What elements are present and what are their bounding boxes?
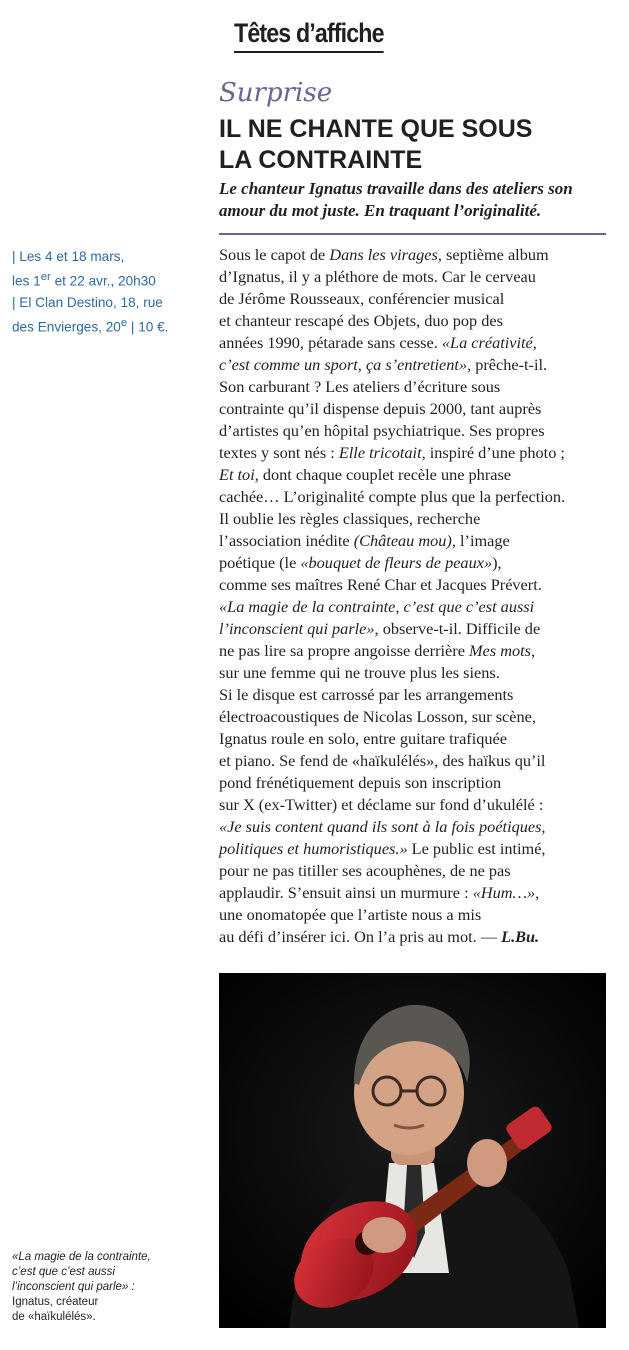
caption-line: de «haïkulélés». bbox=[12, 1311, 96, 1323]
section-rubric: Têtes d’affiche bbox=[234, 18, 384, 53]
superscript: er bbox=[40, 271, 51, 283]
article-line: sur une femme qui ne trouve plus les siens. bbox=[219, 663, 500, 682]
article-line: Sous le capot de Dans les virages, septième album bbox=[219, 245, 549, 264]
article-line: l’association inédite (Château mou), l’image bbox=[219, 531, 510, 550]
standfirst-line: Le chanteur Ignatus travaille dans des ateliers son bbox=[219, 179, 573, 198]
article-line: une onomatopée que l’artiste nous a mis bbox=[219, 905, 482, 924]
article-line: «La magie de la contrainte, c’est que c’est aussi bbox=[219, 597, 535, 616]
headline bbox=[219, 114, 619, 176]
caption-line: c’est que c’est aussi bbox=[12, 1266, 115, 1278]
article-line: sur X (ex-Twitter) et déclame sur fond d’ukulélé : bbox=[219, 795, 544, 814]
article-line: l’inconscient qui parle», observe-t-il. Difficile de bbox=[219, 619, 541, 638]
article-line: d’Ignatus, il y a pléthore de mots. Car le cerveau bbox=[219, 267, 536, 286]
article-line: de Jérôme Rousseaux, conférencier musical bbox=[219, 289, 505, 308]
article-line: poétique (le «bouquet de fleurs de peaux»), bbox=[219, 553, 502, 572]
caption-line: Ignatus, créateur bbox=[12, 1296, 99, 1308]
standfirst bbox=[219, 178, 619, 222]
event-info-text: les 1 bbox=[12, 273, 41, 289]
article-line: Si le disque est carrossé par les arrangements bbox=[219, 685, 514, 704]
event-info-text: et 22 avr., 20h30 bbox=[50, 273, 156, 289]
article-line: politiques et humoristiques.» Le public est intimé, bbox=[219, 839, 546, 858]
article-line: Et toi, dont chaque couplet recèle une phrase bbox=[219, 465, 512, 484]
kicker: Surprise bbox=[219, 78, 333, 108]
article-line: Il oublie les règles classiques, recherche bbox=[219, 509, 481, 528]
article-line: électroacoustiques de Nicolas Losson, sur scène, bbox=[219, 707, 536, 726]
article-body bbox=[219, 244, 619, 948]
article-line: cachée… L’originalité compte plus que la perfection. bbox=[219, 487, 566, 506]
article-line: «Je suis content quand ils sont à la fois poétiques, bbox=[219, 817, 546, 836]
artist-photo bbox=[219, 973, 606, 1328]
author-signature: L.Bu. bbox=[501, 927, 540, 946]
event-info-line bbox=[12, 267, 202, 292]
event-info-line: | El Clan Destino, 18, rue bbox=[12, 294, 163, 310]
divider bbox=[219, 233, 606, 235]
article-line: pond frénétiquement depuis son inscription bbox=[219, 773, 502, 792]
event-info-text: | 10 €. bbox=[127, 319, 169, 335]
event-info-line: | Les 4 et 18 mars, bbox=[12, 249, 125, 264]
caption-line: «La magie de la contrainte, bbox=[12, 1251, 151, 1263]
article-line: au défi d’insérer ici. On l’a pris au mot. — L.Bu. bbox=[219, 927, 540, 946]
caption-line: l’inconscient qui parle» : bbox=[12, 1281, 135, 1293]
article-line: et chanteur rescapé des Objets, duo pop des bbox=[219, 311, 503, 330]
article-line: contrainte qu’il dispense depuis 2000, tant auprès bbox=[219, 399, 542, 418]
event-info bbox=[12, 246, 202, 337]
article-line: ne pas lire sa propre angoisse derrière Mes mots, bbox=[219, 641, 536, 660]
event-info-text: des Envierges, 20 bbox=[12, 319, 121, 335]
article-line: applaudir. S’ensuit ainsi un murmure : «Hum…», bbox=[219, 883, 540, 902]
photo-caption bbox=[12, 1250, 212, 1325]
article-line: et piano. Se fend de «haïkulélés», des haïkus qu’il bbox=[219, 751, 546, 770]
article-line: Ignatus roule en solo, entre guitare trafiquée bbox=[219, 729, 507, 748]
article-line: pour ne pas titiller ses acouphènes, de ne pas bbox=[219, 861, 511, 880]
event-info-line bbox=[12, 313, 202, 338]
headline-line: LA CONTRAINTE bbox=[219, 146, 423, 174]
article-line: comme ses maîtres René Char et Jacques Prévert. bbox=[219, 575, 542, 594]
article-line: c’est comme un sport, ça s’entretient», prêche-t-il. bbox=[219, 355, 548, 374]
article-line: d’artistes qu’en hôpital psychiatrique. Ses propres bbox=[219, 421, 545, 440]
article-line: Son carburant ? Les ateliers d’écriture sous bbox=[219, 377, 501, 396]
standfirst-line: amour du mot juste. En traquant l’originalité. bbox=[219, 201, 542, 220]
headline-line: IL NE CHANTE QUE SOUS bbox=[219, 115, 533, 143]
superscript: e bbox=[120, 316, 128, 329]
article-line: textes y sont nés : Elle tricotait, inspiré d’une photo ; bbox=[219, 443, 565, 462]
article-line: années 1990, pétarade sans cesse. «La créativité, bbox=[219, 333, 537, 352]
